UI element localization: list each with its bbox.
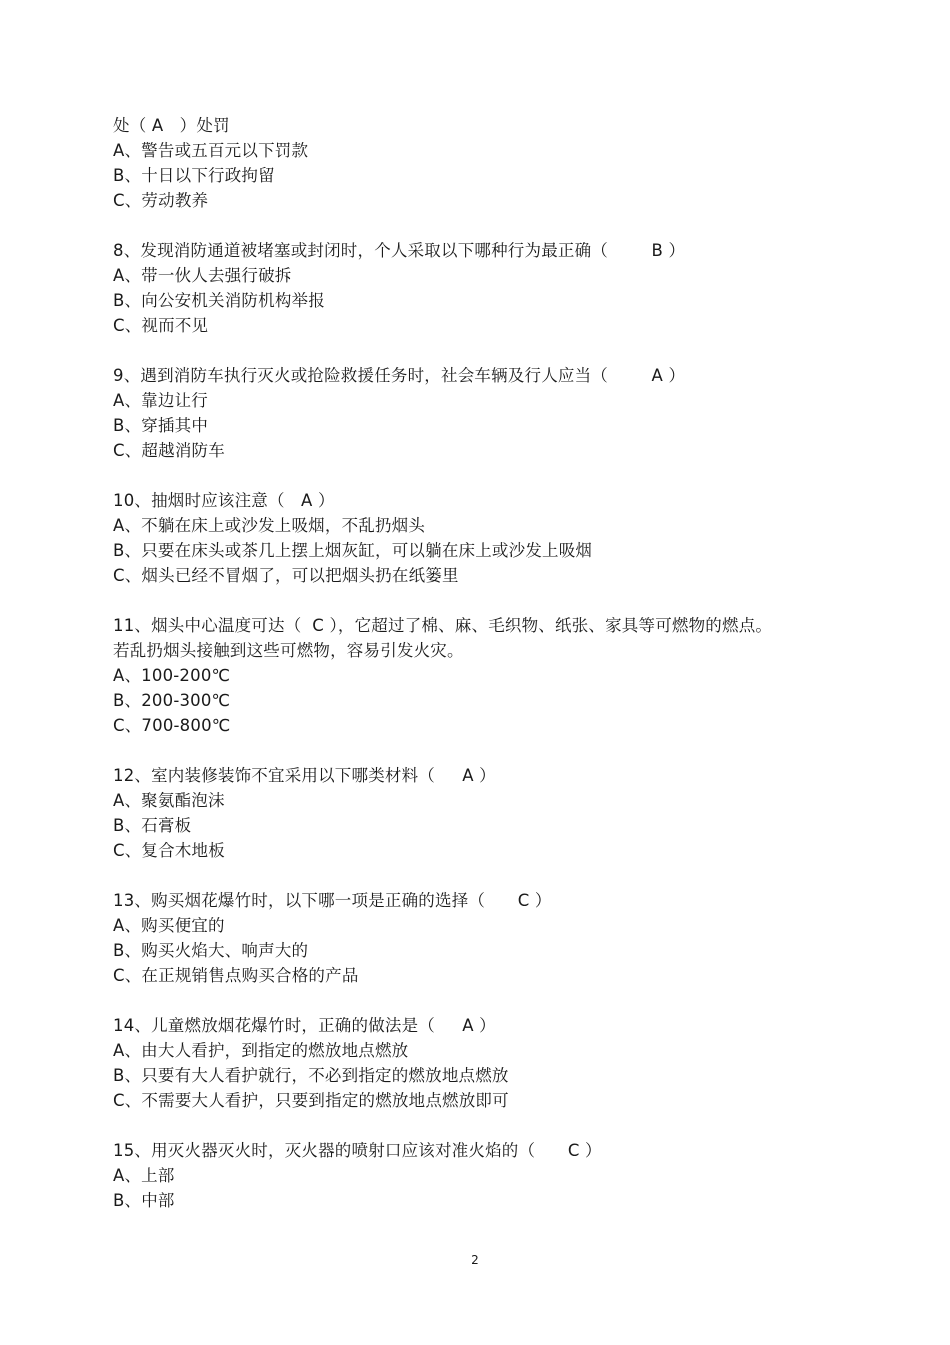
option-a: A、100-200℃ (113, 666, 231, 685)
option-c: C、复合木地板 (113, 841, 225, 860)
option-b: B、十日以下行政拘留 (113, 166, 275, 185)
question-stem-11: 11、烟头中心温度可达（ C ），它超过了棉、麻、毛织物、纸张、家具等可燃物的燃点。 (113, 616, 773, 635)
option-c: C、700-800℃ (113, 716, 231, 735)
option-a: A、上部 (113, 1166, 175, 1185)
option-b: B、向公安机关消防机构举报 (113, 291, 325, 310)
question-stem-8: 8、发现消防通道被堵塞或封闭时，个人采取以下哪种行为最正确（ B ） (113, 241, 686, 260)
question-stem-13: 13、购买烟花爆竹时，以下哪一项是正确的选择（ C ） (113, 891, 552, 910)
option-c: C、视而不见 (113, 316, 209, 335)
option-b: B、石膏板 (113, 816, 192, 835)
page-number: 2 (471, 1253, 479, 1267)
option-a: A、带一伙人去强行破拆 (113, 266, 292, 285)
question-stem-12: 12、室内装修装饰不宜采用以下哪类材料（ A ） (113, 766, 496, 785)
question-stem-11-continued: 若乱扔烟头接触到这些可燃物，容易引发火灾。 (113, 641, 464, 660)
option-c: C、在正规销售点购买合格的产品 (113, 966, 359, 985)
option-c: C、烟头已经不冒烟了，可以把烟头扔在纸篓里 (113, 566, 459, 585)
option-b: B、穿插其中 (113, 416, 209, 435)
option-b: B、只要在床头或茶几上摆上烟灰缸，可以躺在床上或沙发上吸烟 (113, 541, 593, 560)
question-stem-continued: 处（ A ）处罚 (113, 116, 230, 135)
option-b: B、购买火焰大、响声大的 (113, 941, 309, 960)
option-b: B、只要有大人看护就行，不必到指定的燃放地点燃放 (113, 1066, 509, 1085)
question-stem-14: 14、儿童燃放烟花爆竹时，正确的做法是（ A ） (113, 1016, 496, 1035)
option-c: C、不需要大人看护，只要到指定的燃放地点燃放即可 (113, 1091, 509, 1110)
option-c: C、超越消防车 (113, 441, 225, 460)
question-stem-9: 9、遇到消防车执行灭火或抢险救援任务时，社会车辆及行人应当（ A ） (113, 366, 686, 385)
option-a: A、聚氨酯泡沫 (113, 791, 225, 810)
option-b: B、中部 (113, 1191, 175, 1210)
question-stem-10: 10、抽烟时应该注意（ A ） (113, 491, 335, 510)
option-b: B、200-300℃ (113, 691, 231, 710)
option-a: A、由大人看护，到指定的燃放地点燃放 (113, 1041, 409, 1060)
option-a: A、警告或五百元以下罚款 (113, 141, 309, 160)
question-stem-15: 15、用灭火器灭火时，灭火器的喷射口应该对准火焰的（ C ） (113, 1141, 602, 1160)
option-c: C、劳动教养 (113, 191, 209, 210)
option-a: A、不躺在床上或沙发上吸烟，不乱扔烟头 (113, 516, 426, 535)
option-a: A、购买便宜的 (113, 916, 225, 935)
option-a: A、靠边让行 (113, 391, 208, 410)
